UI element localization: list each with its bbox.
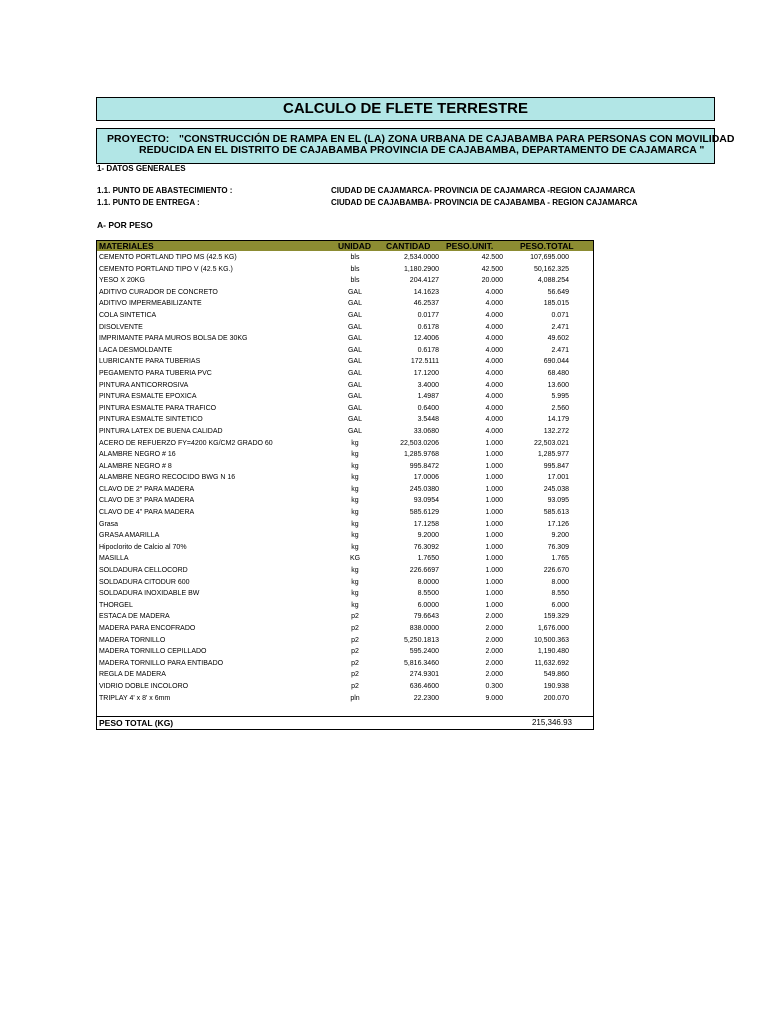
project-line-1: "CONSTRUCCIÓN DE RAMPA EN EL (LA) ZONA URBANA DE CAJABAMBA PARA PERSONAS CON MOVILIDAD: [179, 133, 735, 145]
cell-quantity: 2,534.0000: [403, 254, 439, 261]
header-peso-unit: PESO.UNIT.: [446, 241, 494, 251]
cell-total-weight: 549.860: [543, 671, 569, 679]
cell-material: CLAVO DE 4" PARA MADERA: [99, 509, 195, 517]
cell-quantity: 17.1200: [413, 369, 439, 377]
cell-total-weight: 0.071: [551, 311, 569, 319]
cell-unit-weight: 1.000: [485, 462, 503, 470]
cell-material: THORGEL: [99, 601, 133, 609]
cell-total-weight: 11,632.692: [534, 659, 569, 667]
cell-unit-weight: 1.000: [485, 485, 503, 493]
cell-quantity: 6.0000: [417, 601, 439, 609]
cell-unit: kg: [351, 520, 359, 528]
cell-material: CLAVO DE 2" PARA MADERA: [99, 485, 195, 493]
cell-unit-weight: 4.000: [485, 369, 503, 377]
cell-unit-weight: 20.000: [481, 277, 503, 285]
cell-unit: kg: [351, 485, 359, 493]
table-row: [97, 449, 593, 461]
cell-material: REGLA DE MADERA: [99, 671, 166, 679]
cell-material: ACERO DE REFUERZO FY=4200 KG/CM2 GRADO 60: [99, 439, 273, 447]
cell-total-weight: 17.126: [547, 520, 569, 528]
cell-unit-weight: 1.000: [485, 601, 503, 609]
cell-total-weight: 5.995: [551, 393, 569, 401]
cell-total-weight: 107,695.000: [530, 254, 569, 261]
cell-material: TRIPLAY 4' x 8' x 6mm: [99, 694, 171, 702]
cell-total-weight: 1.765: [551, 555, 569, 563]
cell-unit-weight: 4.000: [485, 323, 503, 331]
cell-unit-weight: 4.000: [485, 381, 503, 389]
cell-unit-weight: 4.000: [485, 300, 503, 308]
table-row: [97, 368, 593, 380]
cell-unit: kg: [351, 532, 359, 540]
cell-unit: GAL: [347, 416, 362, 424]
page-title: CALCULO DE FLETE TERRESTRE: [96, 97, 715, 121]
cell-total-weight: 9.200: [551, 532, 569, 540]
cell-material: SOLDADURA CITODUR 600: [99, 578, 190, 586]
table-row: [97, 611, 593, 623]
table-row: [97, 658, 593, 670]
cell-material: DISOLVENTE: [99, 323, 143, 331]
cell-quantity: 274.9301: [409, 671, 439, 679]
table-row: [97, 438, 593, 450]
table-row: [97, 426, 593, 438]
table-row: [97, 287, 593, 299]
cell-material: Hipoclorito de Calcio al 70%: [99, 543, 187, 551]
cell-unit-weight: 9.000: [485, 694, 503, 702]
cell-unit: p2: [351, 671, 359, 679]
cell-unit-weight: 4.000: [485, 311, 503, 319]
table-row: [97, 588, 593, 600]
cell-total-weight: 2.560: [551, 404, 569, 412]
section-heading: A- POR PESO: [97, 220, 153, 230]
cell-unit: GAL: [347, 358, 362, 366]
cell-total-weight: 190.938: [543, 682, 569, 690]
cell-material: ALAMBRE NEGRO # 8: [99, 462, 172, 470]
cell-total-weight: 4,088.254: [537, 277, 569, 285]
table-row: [97, 519, 593, 531]
table-row: [97, 333, 593, 345]
supply-point-label: 1.1. PUNTO DE ABASTECIMIENTO :: [97, 186, 233, 195]
cell-material: COLA SINTETICA: [99, 311, 157, 319]
cell-unit: kg: [351, 578, 359, 586]
cell-unit: bls: [350, 254, 360, 261]
cell-material: VIDRIO DOBLE INCOLORO: [99, 682, 189, 690]
table-row: [97, 495, 593, 507]
cell-total-weight: 50,162.325: [533, 265, 569, 273]
cell-material: PINTURA ESMALTE PARA TRAFICO: [99, 404, 217, 412]
cell-quantity: 93.0954: [413, 497, 439, 505]
cell-unit: pln: [350, 694, 360, 702]
cell-total-weight: 68.480: [547, 369, 569, 377]
cell-total-weight: 995.847: [543, 462, 569, 470]
cell-total-weight: 22,503.021: [533, 439, 569, 447]
cell-quantity: 204.4127: [409, 277, 439, 285]
table-row: [97, 345, 593, 357]
delivery-point-label: 1.1. PUNTO DE ENTREGA :: [97, 198, 200, 207]
total-label: PESO TOTAL (KG): [99, 718, 174, 728]
cell-total-weight: 200.070: [543, 694, 569, 702]
cell-unit-weight: 1.000: [485, 474, 503, 482]
cell-quantity: 14.1623: [413, 288, 439, 296]
cell-unit-weight: 2.000: [485, 625, 503, 632]
cell-unit: GAL: [347, 311, 362, 319]
cell-total-weight: 14.179: [547, 416, 569, 424]
cell-material: MADERA TORNILLO CEPILLADO: [99, 648, 207, 656]
cell-unit: kg: [351, 590, 359, 598]
cell-quantity: 22,503.0206: [400, 439, 439, 447]
cell-unit-weight: 1.000: [485, 567, 503, 575]
table-row: [97, 310, 593, 322]
cell-unit-weight: 1.000: [485, 590, 503, 598]
cell-total-weight: 245.038: [543, 485, 569, 493]
cell-material: MADERA TORNILLO: [99, 636, 166, 644]
cell-unit: kg: [351, 601, 359, 609]
cell-unit-weight: 1.000: [485, 451, 503, 459]
cell-unit: GAL: [347, 404, 362, 412]
cell-total-weight: 10,500.363: [533, 636, 569, 644]
table-row: [97, 565, 593, 577]
cell-quantity: 5,250.1813: [403, 636, 439, 644]
cell-material: Grasa: [99, 520, 119, 528]
header-peso-total: PESO.TOTAL: [520, 241, 574, 251]
cell-unit-weight: 1.000: [485, 555, 503, 563]
cell-unit: GAL: [347, 335, 362, 343]
table-row: [97, 380, 593, 392]
cell-material: PINTURA ESMALTE SINTETICO: [99, 416, 203, 424]
general-data-heading: 1- DATOS GENERALES: [97, 164, 186, 173]
cell-material: ESTACA DE MADERA: [99, 613, 170, 621]
cell-unit: KG: [349, 555, 361, 563]
cell-unit: GAL: [347, 381, 362, 389]
table-row: [97, 461, 593, 473]
cell-material: GRASA AMARILLA: [99, 532, 160, 540]
cell-unit-weight: 4.000: [485, 288, 503, 296]
cell-material: YESO X 20KG: [99, 277, 145, 285]
cell-material: PEGAMENTO PARA TUBERIA PVC: [99, 369, 212, 377]
table-row: [97, 530, 593, 542]
cell-unit: p2: [351, 659, 359, 667]
cell-quantity: 1.4987: [417, 393, 439, 401]
total-row: [97, 717, 593, 729]
table-row: [97, 600, 593, 612]
table-row: [97, 693, 593, 705]
cell-quantity: 585.6129: [409, 509, 439, 517]
cell-total-weight: 585.613: [543, 509, 569, 517]
cell-total-weight: 6.000: [551, 601, 569, 609]
cell-quantity: 226.6697: [409, 567, 439, 575]
cell-material: CEMENTO PORTLAND TIPO MS (42.5 KG): [99, 254, 237, 261]
cell-unit: p2: [351, 648, 359, 656]
cell-material: CEMENTO PORTLAND TIPO V (42.5 KG.): [99, 265, 233, 273]
cell-unit-weight: 4.000: [485, 358, 503, 366]
cell-unit-weight: 2.000: [485, 671, 503, 679]
cell-unit-weight: 1.000: [485, 509, 503, 517]
cell-material: PINTURA LATEX DE BUENA CALIDAD: [99, 427, 223, 435]
cell-total-weight: 1,285.977: [537, 451, 569, 459]
project-box: [96, 128, 735, 164]
cell-quantity: 0.6178: [417, 346, 439, 354]
cell-unit: kg: [351, 497, 359, 505]
supply-point-value: CIUDAD DE CAJAMARCA- PROVINCIA DE CAJAMARCA -REGION CAJAMARCA: [331, 186, 636, 195]
cell-total-weight: 2.471: [551, 346, 569, 354]
cell-unit-weight: 1.000: [485, 520, 503, 528]
cell-unit-weight: 1.000: [485, 578, 503, 586]
cell-material: SOLDADURA INOXIDABLE BW: [99, 590, 200, 598]
cell-unit: GAL: [347, 288, 362, 296]
cell-material: SOLDADURA CELLOCORD: [99, 567, 188, 575]
header-cantidad: CANTIDAD: [386, 241, 431, 251]
cell-unit: GAL: [347, 427, 362, 435]
cell-unit-weight: 1.000: [485, 497, 503, 505]
cell-quantity: 172.5111: [410, 358, 439, 366]
cell-unit: p2: [351, 625, 359, 632]
cell-material: MADERA TORNILLO PARA ENTIBADO: [99, 659, 224, 667]
cell-material: IMPRIMANTE PARA MUROS BOLSA DE 30KG: [99, 335, 248, 343]
cell-unit-weight: 2.000: [485, 648, 503, 656]
cell-unit-weight: 4.000: [485, 427, 503, 435]
cell-quantity: 17.1258: [413, 520, 439, 528]
cell-material: MASILLA: [99, 555, 129, 563]
cell-material: PINTURA ESMALTE EPOXICA: [99, 393, 197, 401]
cell-quantity: 1,180.2900: [403, 265, 439, 273]
cell-quantity: 838.0000: [409, 625, 439, 632]
cell-total-weight: 226.670: [543, 567, 569, 575]
cell-unit: bls: [350, 277, 360, 285]
cell-quantity: 9.2000: [417, 532, 439, 540]
cell-total-weight: 690.044: [543, 358, 569, 366]
cell-total-weight: 1,190.480: [537, 648, 569, 656]
cell-material: PINTURA ANTICORROSIVA: [99, 381, 189, 389]
cell-unit: GAL: [347, 393, 362, 401]
cell-quantity: 1,285.9768: [403, 451, 439, 459]
cell-unit-weight: 4.000: [485, 346, 503, 354]
cell-total-weight: 8.550: [551, 590, 569, 598]
table-row: [97, 623, 593, 635]
project-label: PROYECTO:: [107, 133, 170, 145]
cell-quantity: 12.4006: [413, 335, 439, 343]
cell-quantity: 0.6400: [417, 404, 439, 412]
cell-total-weight: 17.001: [547, 474, 569, 482]
cell-quantity: 33.0680: [413, 427, 439, 435]
cell-total-weight: 93.095: [547, 497, 569, 505]
cell-unit-weight: 4.000: [485, 416, 503, 424]
cell-quantity: 8.0000: [417, 578, 439, 586]
cell-material: LUBRICANTE PARA TUBERIAS: [99, 358, 201, 366]
cell-material: MADERA PARA ENCOFRADO: [99, 625, 196, 632]
cell-quantity: 17.0006: [413, 474, 439, 482]
cell-unit-weight: 4.000: [485, 335, 503, 343]
cell-unit-weight: 1.000: [485, 543, 503, 551]
cell-quantity: 636.4600: [409, 682, 439, 690]
cell-quantity: 0.6178: [417, 323, 439, 331]
cell-unit: p2: [351, 613, 359, 621]
cell-total-weight: 159.329: [543, 613, 569, 621]
cell-unit-weight: 1.000: [485, 439, 503, 447]
cell-unit: GAL: [347, 369, 362, 377]
table-row: [97, 646, 593, 658]
cell-unit: GAL: [347, 300, 362, 308]
cell-material: LACA DESMOLDANTE: [99, 346, 173, 354]
cell-unit: kg: [351, 509, 359, 517]
cell-quantity: 46.2537: [413, 300, 439, 308]
cell-quantity: 5,816.3460: [403, 659, 439, 667]
cell-total-weight: 49.602: [547, 335, 569, 343]
table-body: [97, 252, 593, 704]
cell-total-weight: 76.309: [547, 543, 569, 551]
cell-unit: kg: [351, 451, 359, 459]
cell-unit-weight: 42.500: [481, 265, 503, 273]
cell-unit: kg: [351, 439, 359, 447]
cell-total-weight: 132.272: [543, 427, 569, 435]
cell-quantity: 1.7650: [417, 555, 439, 563]
cell-quantity: 8.5500: [417, 590, 439, 598]
table-row: [97, 403, 593, 415]
table-row: [97, 669, 593, 681]
cell-unit: GAL: [347, 346, 362, 354]
table-row: [97, 553, 593, 565]
cell-unit-weight: 2.000: [485, 613, 503, 621]
cell-unit: GAL: [347, 323, 362, 331]
cell-unit: p2: [351, 682, 359, 690]
cell-material: CLAVO DE 3" PARA MADERA: [99, 497, 195, 505]
delivery-point-value: CIUDAD DE CAJABAMBA- PROVINCIA DE CAJABAMBA - REGION CAJAMARCA: [331, 198, 638, 207]
table-row: [97, 322, 593, 334]
cell-total-weight: 8.000: [551, 578, 569, 586]
header-materiales: MATERIALES: [99, 241, 154, 251]
cell-unit-weight: 2.000: [485, 636, 503, 644]
table-row: [97, 507, 593, 519]
cell-unit-weight: 2.000: [485, 659, 503, 667]
cell-material: ADITIVO CURADOR DE CONCRETO: [99, 288, 218, 296]
cell-total-weight: 13.600: [547, 381, 569, 389]
cell-material: ALAMBRE NEGRO # 16: [99, 451, 176, 459]
cell-quantity: 3.5448: [417, 416, 439, 424]
materials-table: [96, 240, 594, 730]
cell-material: ALAMBRE NEGRO RECOCIDO BWG N 16: [99, 474, 236, 482]
cell-total-weight: 2.471: [551, 323, 569, 331]
header-unidad: UNIDAD: [338, 241, 372, 251]
table-row: [97, 542, 593, 554]
cell-unit-weight: 0.300: [485, 682, 503, 690]
table-row: [97, 252, 593, 264]
table-row: [97, 472, 593, 484]
table-row: [97, 264, 593, 276]
table-row: [97, 577, 593, 589]
table-row: [97, 298, 593, 310]
cell-unit: kg: [351, 543, 359, 551]
cell-total-weight: 1,676.000: [537, 625, 569, 632]
cell-quantity: 79.6643: [413, 613, 439, 621]
cell-unit: bls: [350, 265, 360, 273]
cell-material: ADITIVO IMPERMEABILIZANTE: [99, 300, 202, 308]
cell-unit-weight: 4.000: [485, 393, 503, 401]
project-line-2: REDUCIDA EN EL DISTRITO DE CAJABAMBA PROVINCIA DE CAJABAMBA, DEPARTAMENTO DE CAJAMARCA ": [139, 144, 705, 156]
cell-quantity: 595.2400: [409, 648, 439, 656]
cell-unit: p2: [351, 636, 359, 644]
table-row: [97, 356, 593, 368]
cell-unit-weight: 42.500: [481, 254, 503, 261]
table-row: [97, 484, 593, 496]
cell-quantity: 22.2300: [413, 694, 439, 702]
cell-quantity: 245.0380: [409, 485, 439, 493]
table-row: [97, 635, 593, 647]
cell-quantity: 3.4000: [417, 381, 439, 389]
cell-total-weight: 185.015: [543, 300, 569, 308]
table-row: [97, 414, 593, 426]
cell-total-weight: 56.649: [547, 288, 569, 296]
cell-unit: kg: [351, 474, 359, 482]
table-row: [97, 391, 593, 403]
cell-unit: kg: [351, 462, 359, 470]
total-value: 215,346.93: [531, 718, 572, 727]
cell-quantity: 0.0177: [417, 311, 439, 319]
cell-quantity: 76.3092: [413, 543, 439, 551]
cell-unit-weight: 4.000: [485, 404, 503, 412]
cell-unit-weight: 1.000: [485, 532, 503, 540]
table-row: [97, 275, 593, 287]
table-row: [97, 681, 593, 693]
cell-quantity: 995.8472: [409, 462, 439, 470]
cell-unit: kg: [351, 567, 359, 575]
table-header: [97, 241, 593, 251]
